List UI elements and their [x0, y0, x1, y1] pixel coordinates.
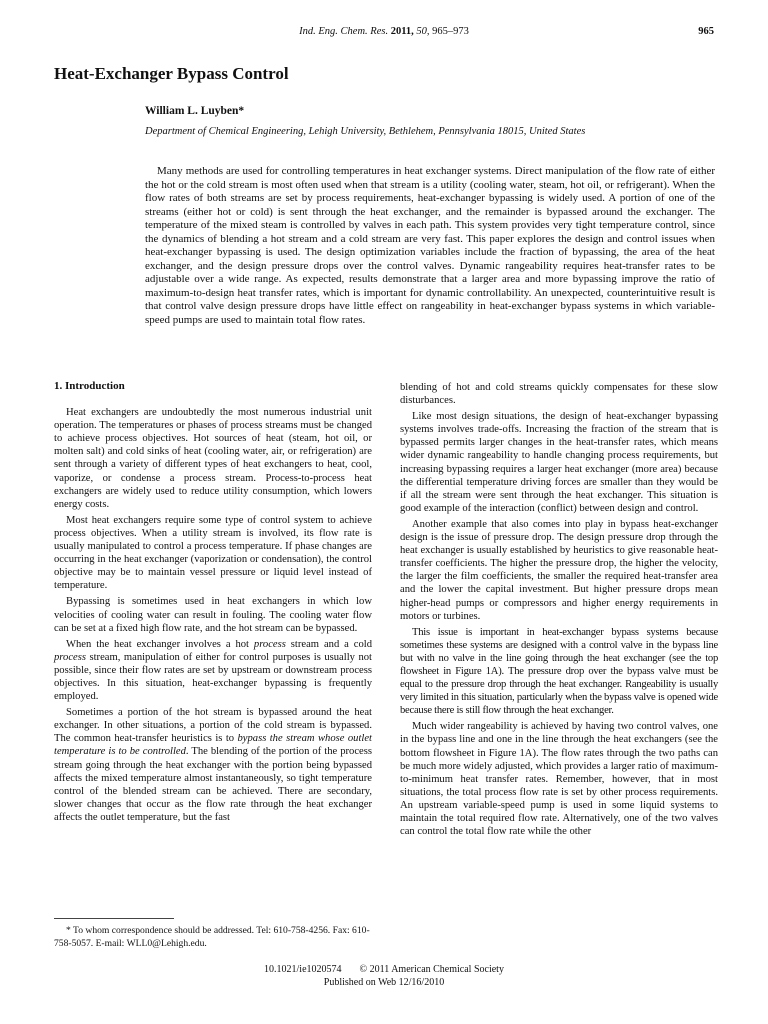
paragraph: Most heat exchangers require some type of control system to achieve process objectives. When a utility stream is involved, its flow rate is usually manipulated to control a process temperature. If phase changes are occurring in the heat exchanger (vaporization or condensation), the control objective may be to maintain vessel pressure or liquid level instead of temperature.	[54, 514, 372, 592]
text-run: stream and a cold	[285, 638, 372, 650]
footer-line	[0, 964, 768, 977]
paragraph: Heat exchangers are undoubtedly the most numerous industrial unit operation. The temperatures or phases of process streams must be changed to achieve process objectives. Hot sources of heat (steam, hot oil, or molten salt) and cold sinks of heat (cooling water, air, or refrigeration) are sent through a variety of different types of heat exchangers to heat, cool, vaporize, or condense a process stream. Process-to-process heat exchangers are widely used to reduce utility consumption, which lowers energy costs.	[54, 407, 372, 510]
page-number: 965	[698, 26, 714, 37]
paragraph	[54, 638, 372, 703]
copyright: © 2011 American Chemical Society	[359, 964, 504, 975]
section-title: 1. Introduction	[54, 380, 125, 392]
page-footer	[0, 964, 768, 989]
abstract: Many methods are used for controlling temperatures in heat exchanger systems. Direct manipulation of the flow rate of either the hot or the cold stream is most often used when that stream is a utility (cooling water, steam, hot oil, or refrigerant). When the flow rates of both streams are set by process requirements, heat-exchanger bypassing is widely used. A portion of one of the streams (either hot or cold) is sent through the heat exchanger, and the remainder is bypassed around the exchanger. The temperature of the mixed steam is controlled by valves in each path. This system provides very tight temperature control, since the dynamics of blending a hot stream and a cold stream are very fast. This paper explores the design and control issues when heat-exchanger bypassing is used. The design optimization variables include the fraction of bypassing, the area of the heat exchanger, and the design pressure drops over the control valves. Dynamic rangeability requires heat-transfer rates to be adjustable over a wide range. As expected, results demonstrate that a larger area and more bypassing improve the ratio of maximum-to-design heat transfer rates, which is important for dynamic controllability. An unexpected, counterintuitive result is that control valve design pressure drops have little effect on rangeability in heat-exchanger bypass systems in which variable-speed pumps are used to maintain total flow rates.	[145, 165, 715, 326]
text-run: stream, manipulation of either for control purposes is usually not possible, since their flow rates are set by upstream or downstream process objectives. In this situation, heat-exchanger bypassing is frequently employed.	[54, 651, 372, 703]
right-column	[400, 381, 718, 841]
journal-pages: 965–973	[432, 26, 469, 37]
author-affiliation: Department of Chemical Engineering, Lehigh University, Bethlehem, Pennsylvania 18015, United States	[145, 126, 586, 137]
footnote: * To whom correspondence should be addressed. Tel: 610-758-4256. Fax: 610-758-5057. E-mail: WLL0@Lehigh.edu.	[54, 925, 370, 949]
author-name: William L. Luyben*	[145, 105, 245, 117]
journal-volume: 50,	[416, 26, 430, 37]
footnote-divider	[54, 918, 174, 919]
left-column	[54, 380, 372, 827]
text-run: . The blending of the portion of the process stream going through the heat exchanger with the portion being bypassed affects the mixed temperature almost instantaneously, so tight temperature control of the blended stream can be achieved. There are secondary, slower changes that occur as the flow rate through the heat exchanger affects the outlet temperature, but the fast	[54, 746, 372, 823]
emphasis: bypass the stream whose outlet temperature is to be controlled	[54, 733, 372, 758]
journal-year: 2011,	[390, 26, 414, 37]
paragraph: This issue is important in heat-exchanger bypass systems because sometimes these systems are designed with a control valve in the bypass line but with no valve in the line going through the heat exchanger (see the top flowsheet in Figure 1A). The pressure drop over the bypass valve must be equal to the pressure drop through the heat exchanger. Rangeability is usually very limited in this situation, particularly when the bypass valve is opened wide because there is still flow through the heat exchanger.	[400, 626, 718, 717]
paper-title: Heat-Exchanger Bypass Control	[54, 64, 289, 83]
journal-name: Ind. Eng. Chem. Res.	[299, 26, 389, 37]
text-run: When the heat exchanger involves a hot	[66, 638, 254, 650]
paragraph: blending of hot and cold streams quickly compensates for these slow disturbances.	[400, 382, 718, 407]
paragraph: Bypassing is sometimes used in heat exchangers in which low velocities of cooling water can result in fouling. The cooling water flow can be set at a fixed high flow rate, and the hot stream can be bypassed.	[54, 596, 372, 634]
emphasis: process	[253, 638, 286, 650]
text-run: Sometimes a portion of the hot stream is bypassed around the heat exchanger. In other situations, a portion of the cold stream is bypassed. The common heat-transfer heuristics is to	[54, 707, 372, 745]
published-date: Published on Web 12/16/2010	[323, 976, 445, 988]
emphasis: process	[54, 651, 86, 663]
paragraph: Much wider rangeability is achieved by having two control valves, one in the bypass line and one in the line through the heat exchangers (see the bottom flowsheet in Figure 1A). The flow rates through the two paths can be much more widely adjusted, which provides a larger ratio of maximum-to-minimum heat transfer rates. Remember, however, that in most situations, the total process flow rate is set by other process requirements. An upstream variable-speed pump is used in some liquid systems to maintain the total required flow rate. Alternatively, one of the two valves can control the total flow rate while the other	[400, 721, 718, 838]
paragraph	[54, 706, 372, 824]
running-header	[0, 26, 768, 40]
paragraph: Like most design situations, the design of heat-exchanger bypassing systems involves trade-offs. Increasing the fraction of the stream that is bypassed permits larger changes in the heat-transfer rates, which means wider dynamic rangeability to handle changing process requirements, but increasing bypassing requires a larger heat exchanger (more area) because the differential temperature driving forces are smaller than they would be if all the stream were sent through the heat exchanger. This situation is good example of the interaction (conflict) between design and control.	[400, 411, 718, 514]
paragraph: Another example that also comes into play in bypass heat-exchanger design is the issue of pressure drop. The design pressure drop through the heat exchanger is usually established by heuristics to give reasonable heat-transfer coefficients. The higher the pressure drop, the higher the velocity, the larger the film coefficients, the smaller the required heat-transfer area and the lower the capital investment. But higher pressure drops mean higher-head pumps or compressors and higher energy requirements in motors or turbines.	[400, 518, 718, 622]
journal-citation	[0, 26, 768, 37]
doi: 10.1021/ie1020574	[264, 964, 342, 975]
